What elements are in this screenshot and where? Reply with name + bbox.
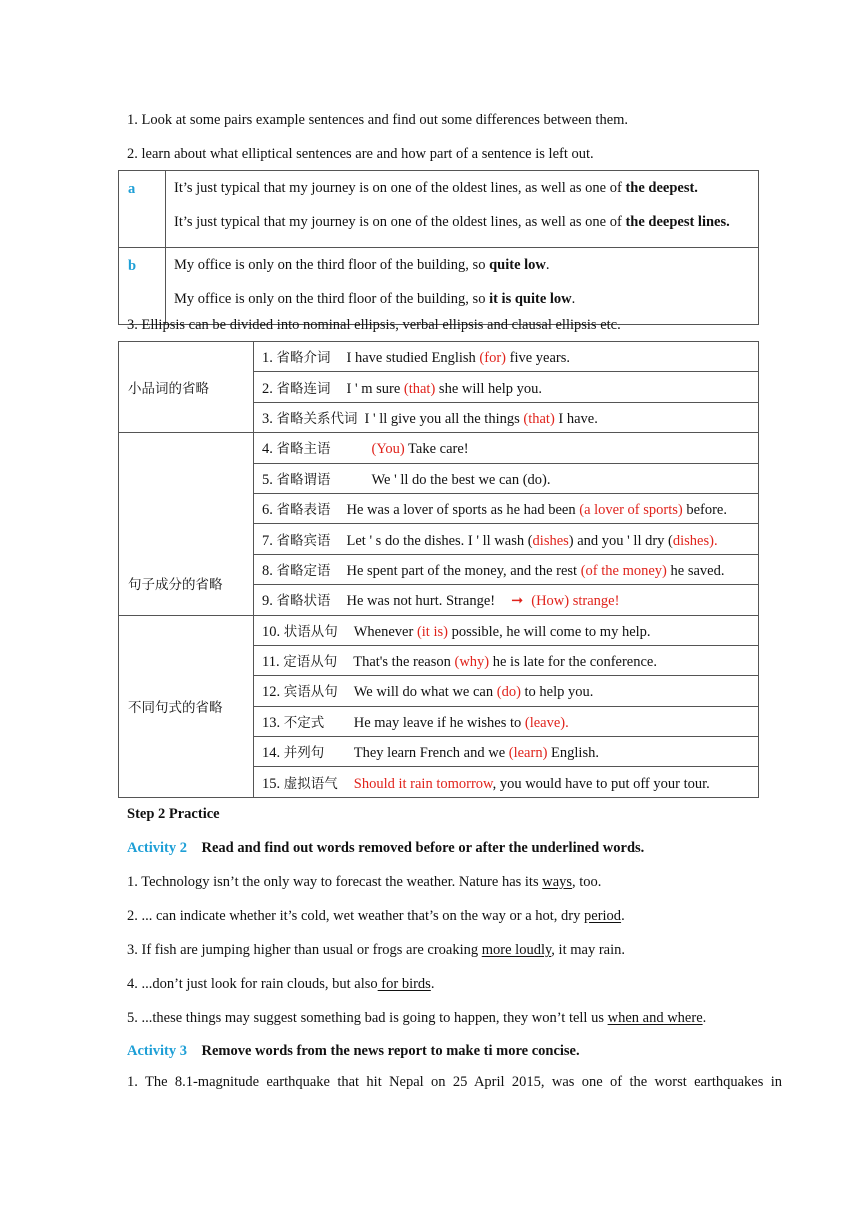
activity-label: Activity 2 xyxy=(127,840,187,856)
item-end: . xyxy=(702,1010,707,1026)
ellipsis-row xyxy=(119,433,759,463)
ellipsis-type: 省略介词 xyxy=(276,350,331,367)
ellipsis-example xyxy=(254,645,759,675)
example-text-end: ) and you ' ll dry ( xyxy=(568,532,673,549)
ellipsis-type: 状语从句 xyxy=(283,623,338,640)
example-table xyxy=(118,170,759,325)
sentence-text: It’s just typical that my journey is on one of the oldest lines, as well as one of xyxy=(174,180,626,196)
row-number: 14. xyxy=(262,745,281,762)
example-text: I have studied English xyxy=(346,350,480,367)
omitted-words: dishes). xyxy=(672,532,718,549)
sentence-end: . xyxy=(545,257,550,273)
example-text: They learn French and we xyxy=(353,745,509,762)
omitted-words: Should it rain tomorrow xyxy=(353,775,493,792)
omitted-words: (You) xyxy=(371,441,405,458)
sentence-text: My office is only on the third floor of the building, so xyxy=(174,257,490,273)
underlined-word: period xyxy=(584,908,622,924)
example-text-end: Take care! xyxy=(404,441,469,458)
example-text-end: five years. xyxy=(505,350,570,367)
example-text-end: he saved. xyxy=(666,562,725,579)
omitted-words: (it is) xyxy=(416,623,448,640)
underlined-word: for birds xyxy=(377,976,431,992)
example-text-end: he is late for the conference. xyxy=(489,654,657,671)
ellipsis-example xyxy=(254,463,759,493)
activity-title: Remove words from the news report to make ti more concise. xyxy=(201,1043,580,1059)
ellipsis-example xyxy=(254,676,759,706)
ellipsis-type: 不定式 xyxy=(283,714,325,731)
example-sentences xyxy=(166,171,759,248)
example-text-end: I have. xyxy=(554,410,598,427)
row-number: 8. xyxy=(262,562,273,579)
example-text: He spent part of the money, and the rest xyxy=(346,562,581,579)
omitted-words: (leave). xyxy=(524,714,569,731)
activity-title: Read and find out words removed before or after the underlined words. xyxy=(201,840,645,856)
sentence xyxy=(174,256,758,290)
ellipsis-type: 省略谓语 xyxy=(276,471,331,488)
example-text-end: , you would have to put off your tour. xyxy=(492,775,710,792)
item-end: , it may rain. xyxy=(551,942,625,958)
example-text: I ' ll give you all the things xyxy=(364,410,524,427)
row-number: 9. xyxy=(262,593,273,610)
activity-2-item xyxy=(127,941,625,959)
ellipsis-type: 并列句 xyxy=(283,745,325,762)
sentence xyxy=(174,179,758,213)
row-number: 7. xyxy=(262,532,273,549)
omitted-words: (that) xyxy=(403,380,436,397)
row-number: 5. xyxy=(262,471,273,488)
ellipsis-example xyxy=(254,615,759,645)
activity-2-item xyxy=(127,975,434,993)
ellipsis-example xyxy=(254,737,759,767)
sentence-bold: the deepest. xyxy=(625,180,698,196)
ellipsis-type: 定语从句 xyxy=(283,654,338,671)
sentence-end: . xyxy=(571,291,576,307)
category-label: 小品词的省略 xyxy=(119,342,254,433)
row-label: a xyxy=(119,171,166,248)
example-text: He may leave if he wishes to xyxy=(353,714,525,731)
example-text: I ' m sure xyxy=(346,380,404,397)
example-text-end: to help you. xyxy=(520,684,594,701)
item-text: 4. ...don’t just look for rain clouds, but also xyxy=(127,976,378,992)
ellipsis-example xyxy=(254,433,759,463)
row-number: 1. xyxy=(262,350,273,367)
ellipsis-example xyxy=(254,767,759,797)
ellipsis-type: 省略状语 xyxy=(276,593,331,610)
example-text-end: before. xyxy=(682,502,727,519)
activity-2-heading xyxy=(127,839,644,857)
row-number: 13. xyxy=(262,714,281,731)
row-number: 6. xyxy=(262,502,273,519)
ellipsis-example xyxy=(254,402,759,432)
activity-2-item xyxy=(127,907,625,925)
item-end: . xyxy=(430,976,435,992)
underlined-word: when and where xyxy=(607,1010,703,1026)
ellipsis-example xyxy=(254,342,759,372)
ellipsis-example xyxy=(254,554,759,584)
row-number: 15. xyxy=(262,775,281,792)
ellipsis-type: 省略主语 xyxy=(276,441,331,458)
ellipsis-example xyxy=(254,372,759,402)
example-text: Whenever xyxy=(353,623,417,640)
example-text: We ' ll do the best we can (do). xyxy=(371,471,551,488)
ellipsis-type: 省略连词 xyxy=(276,380,331,397)
omitted-words: (why) xyxy=(454,654,490,671)
example-text-end: she will help you. xyxy=(435,380,543,397)
ellipsis-table xyxy=(118,341,759,798)
item-text: 3. If fish are jumping higher than usual or frogs are croaking xyxy=(127,942,482,958)
example-text: He was not hurt. Strange! xyxy=(346,593,496,610)
ellipsis-type: 宾语从句 xyxy=(283,684,338,701)
intro-line-2: 2. learn about what elliptical sentences are and how part of a sentence is left out. xyxy=(127,146,594,162)
row-number: 2. xyxy=(262,380,273,397)
activity-2-item xyxy=(127,873,601,891)
example-text: Let ' s do the dishes. I ' ll wash ( xyxy=(346,532,533,549)
arrow-icon: ➞ xyxy=(511,593,524,610)
intro-line-3: 3. Ellipsis can be divided into nominal ellipsis, verbal ellipsis and clausal ellipsis etc. xyxy=(127,317,621,333)
omitted-words: dishes xyxy=(532,532,569,549)
ellipsis-type: 省略定语 xyxy=(276,562,331,579)
activity-3-item: 1. The 8.1-magnitude earthquake that hit Nepal on 25 April 2015, was one of the worst earthquakes in xyxy=(127,1074,782,1090)
sentence-text: My office is only on the third floor of the building, so xyxy=(174,291,490,307)
example-text: We will do what we can xyxy=(353,684,497,701)
activity-label: Activity 3 xyxy=(127,1043,187,1059)
ellipsis-type: 省略表语 xyxy=(276,502,331,519)
item-end: . xyxy=(621,908,625,924)
sentence xyxy=(174,213,758,247)
sentence-bold: it is quite low xyxy=(489,291,572,307)
underlined-word: more loudly xyxy=(481,942,552,958)
example-sentences xyxy=(166,248,759,325)
row-number: 12. xyxy=(262,684,281,701)
activity-3-heading xyxy=(127,1042,580,1060)
example-text: That's the reason xyxy=(353,654,455,671)
omitted-words: (do) xyxy=(496,684,521,701)
omitted-words: (for) xyxy=(479,350,506,367)
example-row-a xyxy=(119,171,759,248)
example-text-end: English. xyxy=(547,745,599,762)
ellipsis-row xyxy=(119,342,759,372)
category-label: 句子成分的省略 xyxy=(119,433,254,615)
category-label: 不同句式的省略 xyxy=(119,615,254,797)
ellipsis-example xyxy=(254,493,759,523)
ellipsis-example xyxy=(254,706,759,736)
example-text: He was a lover of sports as he had been xyxy=(346,502,580,519)
sentence-bold: the deepest lines. xyxy=(625,214,730,230)
activity-2-item xyxy=(127,1009,706,1027)
row-number: 3. xyxy=(262,410,273,427)
item-text: 2. ... can indicate whether it’s cold, wet weather that’s on the way or a hot, dry xyxy=(127,908,585,924)
omitted-words: (a lover of sports) xyxy=(579,502,683,519)
omitted-words: (of the money) xyxy=(580,562,667,579)
ellipsis-type: 省略宾语 xyxy=(276,532,331,549)
example-text-end: possible, he will come to my help. xyxy=(447,623,651,640)
omitted-words: (that) xyxy=(523,410,555,427)
example-row-b xyxy=(119,248,759,325)
row-number: 4. xyxy=(262,441,273,458)
sentence-text: It’s just typical that my journey is on one of the oldest lines, as well as one of xyxy=(174,214,626,230)
sentence-bold: quite low xyxy=(489,257,546,273)
item-end: , too. xyxy=(572,874,602,890)
ellipsis-type: 虚拟语气 xyxy=(283,775,338,792)
ellipsis-example xyxy=(254,585,759,615)
ellipsis-example xyxy=(254,524,759,554)
step-heading: Step 2 Practice xyxy=(127,806,220,822)
ellipsis-type: 省略关系代词 xyxy=(276,410,358,427)
omitted-words: (How) strange! xyxy=(531,593,620,610)
row-number: 11. xyxy=(262,654,280,671)
underlined-word: ways xyxy=(542,874,573,890)
item-text: 1. Technology isn’t the only way to forecast the weather. Nature has its xyxy=(127,874,543,890)
omitted-words: (learn) xyxy=(508,745,548,762)
intro-line-1: 1. Look at some pairs example sentences and find out some differences between them. xyxy=(127,112,629,128)
ellipsis-row xyxy=(119,615,759,645)
item-text: 5. ...these things may suggest something bad is going to happen, they won’t tell us xyxy=(127,1010,608,1026)
row-label: b xyxy=(119,248,166,325)
row-number: 10. xyxy=(262,623,281,640)
